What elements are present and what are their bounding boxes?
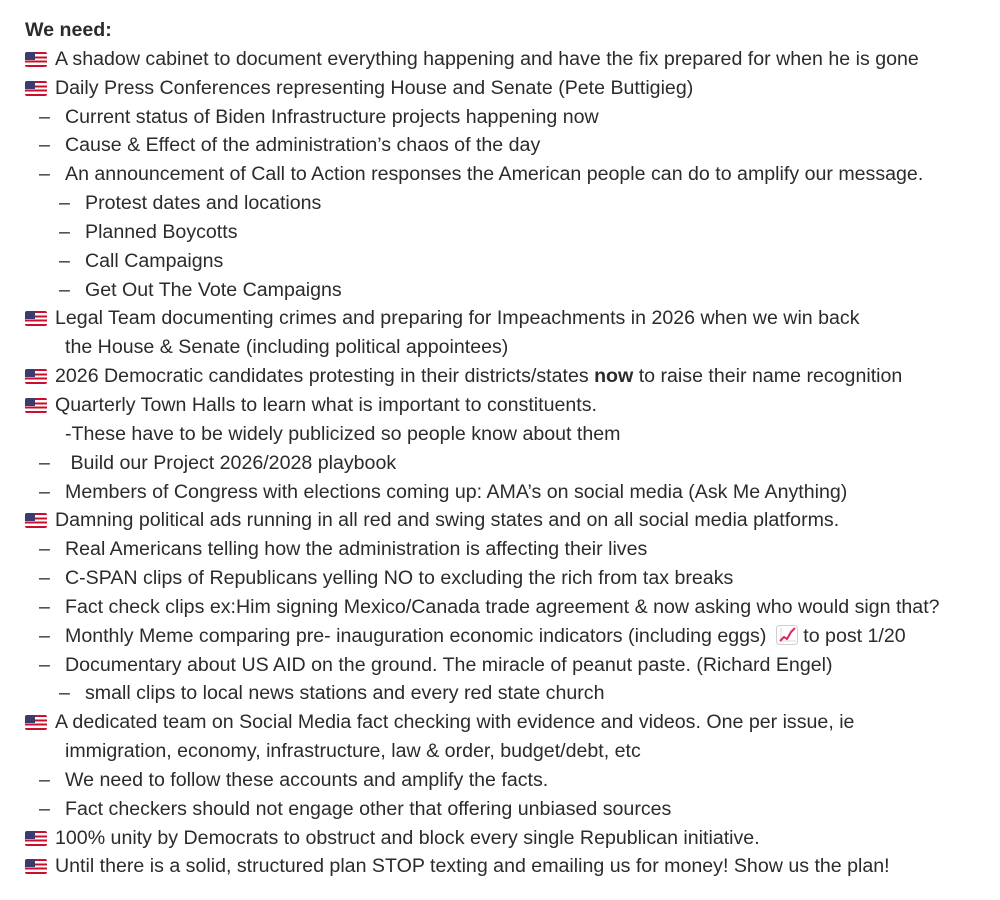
note-line xyxy=(25,189,1000,218)
note-line xyxy=(25,449,1000,478)
line-text: Until there is a solid, structured plan STOP texting and emailing us for money! Show us the plan! xyxy=(55,855,890,878)
dash-marker: – xyxy=(59,220,70,243)
emphasis-text: now xyxy=(594,365,634,388)
dash-marker: – xyxy=(39,451,50,474)
note-line xyxy=(25,131,1000,160)
note-line xyxy=(25,766,1000,795)
dash-marker: – xyxy=(39,105,50,128)
note-line xyxy=(25,420,1000,449)
us-flag-icon xyxy=(25,398,47,413)
note-line xyxy=(25,506,1000,535)
note-line xyxy=(25,478,1000,507)
line-text: We need to follow these accounts and amplify the facts. xyxy=(65,768,549,791)
line-text: Fact checkers should not engage other that offering unbiased sources xyxy=(65,797,672,820)
line-text: to raise their name recognition xyxy=(633,365,903,388)
chart-increasing-icon xyxy=(776,625,798,645)
line-text: immigration, economy, infrastructure, law & order, budget/debt, etc xyxy=(65,740,641,763)
line-text: A dedicated team on Social Media fact checking with evidence and videos. One per issue, ie xyxy=(55,711,855,734)
line-text: 2026 Democratic candidates protesting in their districts/states xyxy=(55,365,595,388)
line-text: Current status of Biden Infrastructure projects happening now xyxy=(65,105,599,128)
us-flag-icon xyxy=(25,81,47,96)
note-lines xyxy=(25,45,1000,881)
line-text: Members of Congress with elections coming up: AMA’s on social media (Ask Me Anything) xyxy=(65,480,848,503)
dash-marker: – xyxy=(39,797,50,820)
line-text: Build our Project 2026/2028 playbook xyxy=(65,451,397,474)
line-text: Legal Team documenting crimes and preparing for Impeachments in 2026 when we win back xyxy=(55,307,860,330)
note-line xyxy=(25,708,1000,737)
dash-marker: – xyxy=(59,249,70,272)
note-line xyxy=(25,593,1000,622)
line-text: Protest dates and locations xyxy=(85,192,322,215)
note-line xyxy=(25,103,1000,132)
note-line xyxy=(25,391,1000,420)
line-text: -These have to be widely publicized so people know about them xyxy=(65,422,621,445)
line-text: the House & Senate (including political appointees) xyxy=(65,336,509,359)
note-line xyxy=(25,651,1000,680)
us-flag-icon xyxy=(25,715,47,730)
note-line xyxy=(25,218,1000,247)
note-line xyxy=(25,333,1000,362)
line-text: 100% unity by Democrats to obstruct and block every single Republican initiative. xyxy=(55,826,760,849)
dash-marker: – xyxy=(39,163,50,186)
note-line xyxy=(25,679,1000,708)
line-text: Real Americans telling how the administration is affecting their lives xyxy=(65,538,648,561)
note-line xyxy=(25,824,1000,853)
line-text: Get Out The Vote Campaigns xyxy=(85,278,342,301)
note-line xyxy=(25,45,1000,74)
line-text: Daily Press Conferences representing House and Senate (Pete Buttigieg) xyxy=(55,76,694,99)
line-text: Call Campaigns xyxy=(85,249,224,272)
note-line xyxy=(25,852,1000,881)
note-line xyxy=(25,535,1000,564)
us-flag-icon xyxy=(25,831,47,846)
note-line xyxy=(25,304,1000,333)
note-line xyxy=(25,795,1000,824)
line-text: Damning political ads running in all red and swing states and on all social media platforms. xyxy=(55,509,840,532)
line-text: Monthly Meme comparing pre- inauguration economic indicators (including eggs) xyxy=(65,624,772,647)
note-line xyxy=(25,276,1000,305)
note-line xyxy=(25,737,1000,766)
dash-marker: – xyxy=(39,624,50,647)
dash-marker: – xyxy=(59,278,70,301)
line-text: small clips to local news stations and every red state church xyxy=(85,682,605,705)
line-text: Fact check clips ex:Him signing Mexico/Canada trade agreement & now asking who would sign that? xyxy=(65,595,940,618)
note-line xyxy=(25,160,1000,189)
dash-marker: – xyxy=(39,538,50,561)
dash-marker: – xyxy=(39,653,50,676)
line-text: Planned Boycotts xyxy=(85,220,238,243)
line-text: Documentary about US AID on the ground. The miracle of peanut paste. (Richard Engel) xyxy=(65,653,833,676)
us-flag-icon xyxy=(25,513,47,528)
note-line xyxy=(25,362,1000,391)
us-flag-icon xyxy=(25,311,47,326)
dash-marker: – xyxy=(59,682,70,705)
line-text: A shadow cabinet to document everything happening and have the fix prepared for when he is gone xyxy=(55,47,919,70)
dash-marker: – xyxy=(39,567,50,590)
line-text: C-SPAN clips of Republicans yelling NO to excluding the rich from tax breaks xyxy=(65,567,734,590)
line-text: Quarterly Town Halls to learn what is important to constituents. xyxy=(55,393,597,416)
line-text: An announcement of Call to Action responses the American people can do to amplify our message. xyxy=(65,163,924,186)
line-text: Cause & Effect of the administration’s chaos of the day xyxy=(65,134,541,157)
note-line xyxy=(25,564,1000,593)
us-flag-icon xyxy=(25,859,47,874)
us-flag-icon xyxy=(25,52,47,67)
note-line xyxy=(25,74,1000,103)
dash-marker: – xyxy=(39,768,50,791)
dash-marker: – xyxy=(59,192,70,215)
note-line xyxy=(25,622,1000,651)
us-flag-icon xyxy=(25,369,47,384)
line-text: to post 1/20 xyxy=(797,624,906,647)
dash-marker: – xyxy=(39,595,50,618)
note-line xyxy=(25,247,1000,276)
dash-marker: – xyxy=(39,480,50,503)
dash-marker: – xyxy=(39,134,50,157)
note-heading: We need: xyxy=(25,19,112,41)
